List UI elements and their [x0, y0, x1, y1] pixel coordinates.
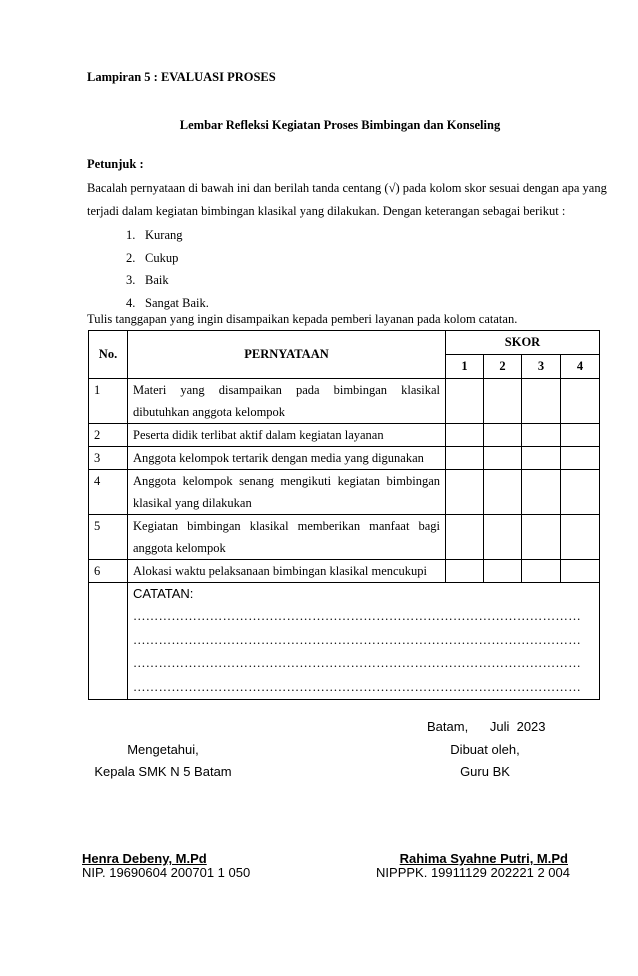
left-role: Mengetahui, — [127, 742, 199, 757]
instructions-note: Tulis tanggapan yang ingin disampaikan kepada pemberi layanan pada kolom catatan. — [87, 312, 518, 326]
score-cell[interactable] — [561, 379, 600, 424]
instructions-label: Petunjuk : — [87, 157, 144, 171]
score-cell[interactable] — [484, 424, 522, 447]
notes-line: …………………………………………………………………………………………… — [133, 679, 581, 694]
criteria-item: 1. Kurang — [126, 228, 183, 242]
right-signatory-name: Rahima Syahne Putri, M.Pd — [399, 851, 568, 866]
header-statement: PERNYATAAN — [128, 331, 446, 379]
row-number: 2 — [89, 424, 128, 447]
row-number: 4 — [89, 470, 128, 515]
score-3-header: 3 — [522, 355, 561, 379]
left-title: Kepala SMK N 5 Batam — [94, 764, 232, 779]
notes-label: CATATAN: — [133, 586, 194, 601]
score-cell[interactable] — [522, 447, 561, 470]
instructions-line-2: terjadi dalam kegiatan bimbingan klasikal yang dilakukan. Dengan keterangan sebagai berikut : — [87, 204, 566, 218]
score-cell[interactable] — [484, 515, 522, 560]
score-1-header: 1 — [446, 355, 484, 379]
document-title: Lembar Refleksi Kegiatan Proses Bimbingan dan Konseling — [179, 118, 501, 132]
score-cell[interactable] — [446, 515, 484, 560]
right-role: Dibuat oleh, — [450, 742, 520, 757]
header-no: No. — [89, 331, 128, 379]
row-number: 5 — [89, 515, 128, 560]
table-row — [89, 424, 600, 447]
score-cell[interactable] — [446, 379, 484, 424]
place-date: Batam, Juli 2023 — [427, 719, 546, 734]
notes-spacer — [89, 583, 128, 700]
instructions-line-1: Bacalah pernyataan di bawah ini dan berilah tanda centang (√) pada kolom skor sesuai dengan apa yang — [87, 181, 607, 195]
score-2-header: 2 — [484, 355, 522, 379]
table-row — [89, 470, 600, 515]
score-cell[interactable] — [522, 470, 561, 515]
table-row — [89, 379, 600, 424]
notes-row — [89, 583, 600, 700]
row-statement: Kegiatan bimbingan klasikal memberikan manfaat bagi anggota kelompok — [128, 515, 446, 560]
score-cell[interactable] — [561, 560, 600, 583]
score-cell[interactable] — [561, 447, 600, 470]
score-cell[interactable] — [484, 447, 522, 470]
row-number: 3 — [89, 447, 128, 470]
row-number: 6 — [89, 560, 128, 583]
notes-cell[interactable] — [128, 583, 600, 700]
score-cell[interactable] — [561, 424, 600, 447]
row-statement: Anggota kelompok senang mengikuti kegiatan bimbingan klasikal yang dilakukan — [128, 470, 446, 515]
appendix-heading: Lampiran 5 : EVALUASI PROSES — [87, 70, 276, 84]
score-cell[interactable] — [446, 424, 484, 447]
left-signatory-id: NIP. 19690604 200701 1 050 — [82, 865, 251, 880]
score-4-header: 4 — [561, 355, 600, 379]
right-signatory-id: NIPPPK. 19911129 202221 2 004 — [376, 865, 570, 880]
score-cell[interactable] — [522, 424, 561, 447]
table-row — [89, 515, 600, 560]
row-statement: Anggota kelompok tertarik dengan media yang digunakan — [128, 447, 446, 470]
table-row — [89, 447, 600, 470]
table-row — [89, 560, 600, 583]
notes-line: …………………………………………………………………………………………… — [133, 656, 581, 670]
score-cell[interactable] — [484, 560, 522, 583]
criteria-list — [126, 224, 209, 314]
row-number: 1 — [89, 379, 128, 424]
row-statement: Peserta didik terlibat aktif dalam kegiatan layanan — [128, 424, 446, 447]
score-cell[interactable] — [446, 447, 484, 470]
score-cell[interactable] — [446, 470, 484, 515]
score-cell[interactable] — [561, 470, 600, 515]
evaluation-table — [88, 330, 600, 700]
row-statement: Alokasi waktu pelaksanaan bimbingan klasikal mencukupi — [128, 560, 446, 583]
header-score: SKOR — [446, 331, 600, 355]
row-statement: Materi yang disampaikan pada bimbingan klasikal dibutuhkan anggota kelompok — [128, 379, 446, 424]
notes-line: …………………………………………………………………………………………… — [133, 632, 581, 647]
criteria-item: 3. Baik — [126, 273, 169, 287]
right-title: Guru BK — [460, 764, 510, 779]
notes-line: …………………………………………………………………………………………… — [133, 609, 581, 623]
score-cell[interactable] — [561, 515, 600, 560]
left-signatory-name: Henra Debeny, M.Pd — [82, 851, 207, 866]
score-cell[interactable] — [446, 560, 484, 583]
score-cell[interactable] — [522, 515, 561, 560]
score-cell[interactable] — [522, 560, 561, 583]
score-cell[interactable] — [522, 379, 561, 424]
criteria-item: 2. Cukup — [126, 250, 179, 265]
score-cell[interactable] — [484, 379, 522, 424]
score-cell[interactable] — [484, 470, 522, 515]
criteria-item: 4. Sangat Baik. — [126, 295, 209, 310]
